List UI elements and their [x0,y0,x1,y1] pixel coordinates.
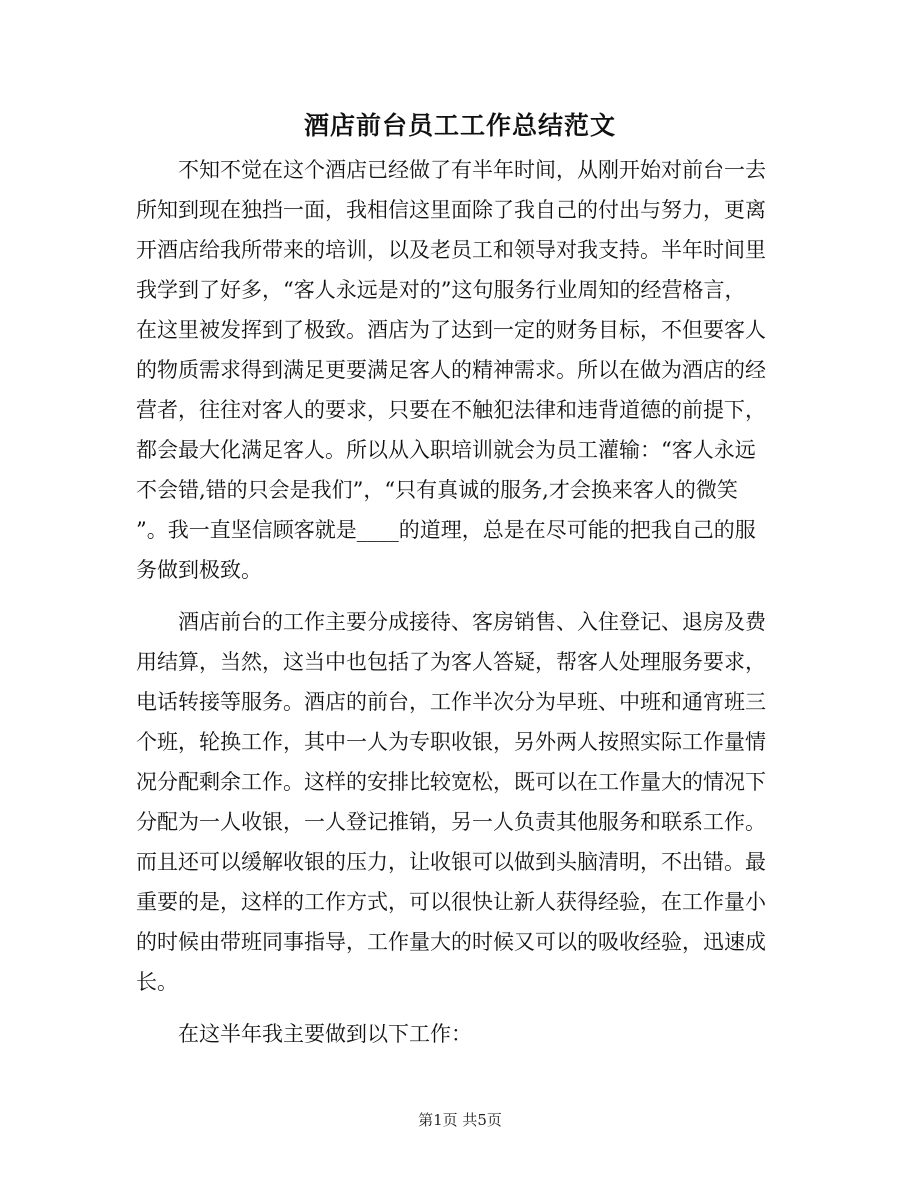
paragraph-line: 都会最大化满足客人。所以从入职培训就会为员工灌输：“客人永远 [136,438,756,462]
paragraph-line: 我学到了好多，“客人永远是对的”这句服务行业周知的经营格言， [136,278,746,302]
paragraph-line: 况分配剩余工作。这样的安排比较宽松，既可以在工作量大的情况下 [136,770,766,794]
paragraph-2 [136,602,784,1002]
paragraph-line: 不知不觉在这个酒店已经做了有半年时间，从刚开始对前台一去 [178,158,766,182]
paragraph-line: 的物质需求得到满足更要满足客人的精神需求。所以在做为酒店的经 [136,358,766,382]
paragraph-line: 务做到极致。 [136,558,262,582]
paragraph-line: 在这里被发挥到了极致。酒店为了达到一定的财务目标，不但要客人 [136,318,766,342]
paragraph-line: 的时候由带班同事指导，工作量大的时候又可以的吸收经验，迅速成 [136,930,766,954]
paragraph-line: 长。 [136,970,178,994]
paragraph-line: 而且还可以缓解收银的压力，让收银可以做到头脑清明，不出错。最 [136,850,766,874]
paragraph-line: ”。我一直坚信顾客就是____的道理，总是在尽可能的把我自己的服 [136,518,756,542]
paragraph-line: 分配为一人收银，一人登记推销，另一人负责其他服务和联系工作。 [136,810,766,834]
paragraph-line: 营者，往往对客人的要求，只要在不触犯法律和违背道德的前提下， [136,398,766,422]
paragraph-3 [136,1014,784,1054]
paragraph-line: 酒店前台的工作主要分成接待、客房销售、入住登记、退房及费 [178,610,766,634]
paragraph-line: 在这半年我主要做到以下工作： [178,1022,472,1046]
paragraph-line: 个班，轮换工作，其中一人为专职收银，另外两人按照实际工作量情 [136,730,766,754]
page-footer: 第1页 共5页 [418,1111,502,1129]
paragraph-line: 不会错,错的只会是我们”，“只有真诚的服务,才会换来客人的微笑 [136,478,738,502]
paragraph-1 [136,150,784,590]
paragraph-line: 电话转接等服务。酒店的前台，工作半次分为早班、中班和通宵班三 [136,690,766,714]
paragraph-line: 所知到现在独挡一面，我相信这里面除了我自己的付出与努力，更离 [136,198,766,222]
paragraph-line: 用结算，当然，这当中也包括了为客人答疑，帮客人处理服务要求， [136,650,766,674]
paragraph-line: 重要的是，这样的工作方式，可以很快让新人获得经验，在工作量小 [136,890,766,914]
document-body [136,150,784,1066]
document-title: 酒店前台员工工作总结范文 [303,111,616,140]
paragraph-line: 开酒店给我所带来的培训，以及老员工和领导对我支持。半年时间里 [136,238,766,262]
